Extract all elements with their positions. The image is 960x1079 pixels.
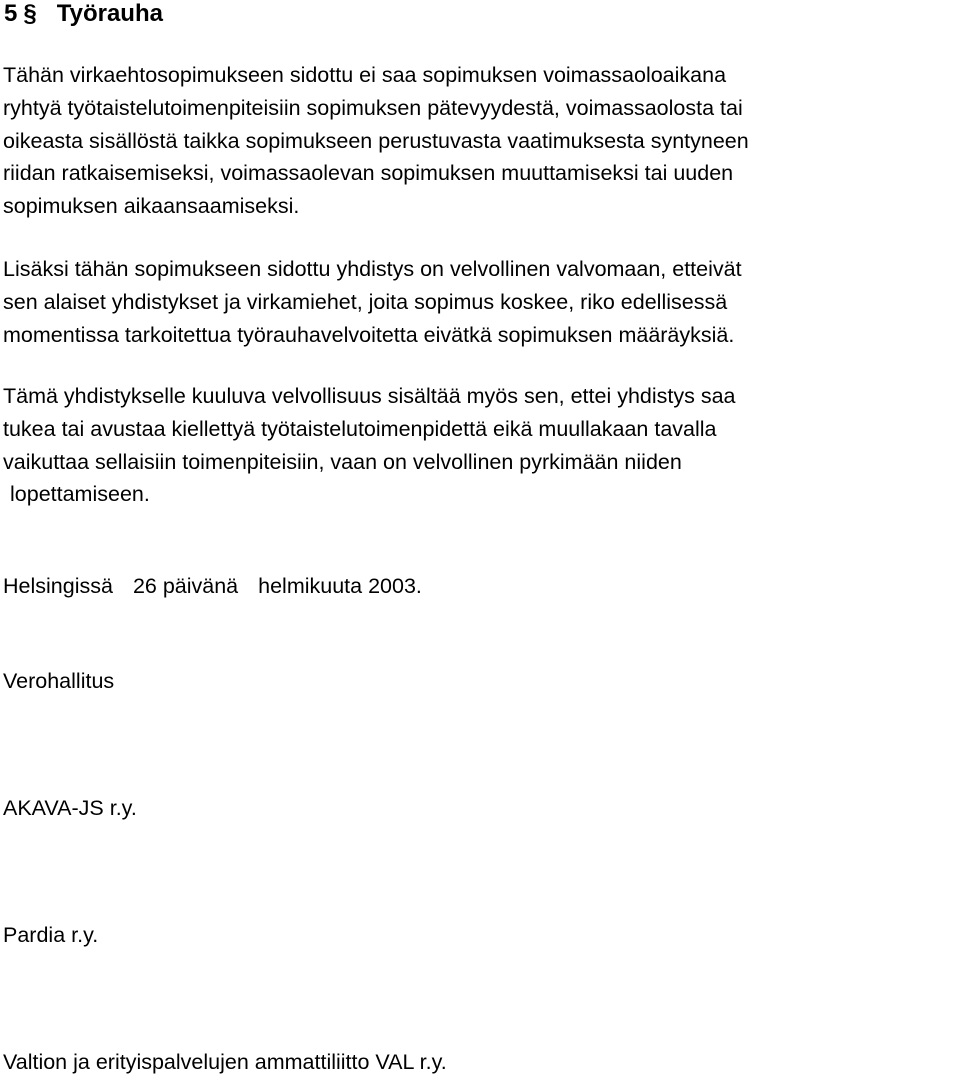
- paragraph-1: [3, 59, 958, 223]
- paragraph-line: ryhtyä työtaistelutoimenpiteisiin sopimuksen pätevyydestä, voimassaolosta tai: [3, 95, 743, 120]
- signatory-val: Valtion ja erityispalvelujen ammattiliitto VAL r.y.: [3, 1050, 447, 1074]
- paragraph-line: tukea tai avustaa kiellettyä työtaistelutoimenpidettä eikä muullakaan tavalla: [3, 416, 717, 441]
- section-heading: [4, 0, 163, 30]
- signatory-verohallitus: Verohallitus: [3, 669, 115, 693]
- signatory-pardia: Pardia r.y.: [3, 923, 99, 947]
- signing-place: Helsingissä: [3, 574, 113, 598]
- paragraph-2: [3, 253, 958, 351]
- paragraph-line: sen alaiset yhdistykset ja virkamiehet, joita sopimus koskee, riko edellisessä: [3, 289, 728, 314]
- paragraph-line: riidan ratkaisemiseksi, voimassaolevan sopimuksen muuttamiseksi tai uuden: [3, 161, 734, 186]
- signatory-akava-js: AKAVA-JS r.y.: [3, 796, 137, 820]
- paragraph-line: Lisäksi tähän sopimukseen sidottu yhdistys on velvollinen valvomaan, etteivät: [3, 257, 742, 281]
- section-title: Työrauha: [56, 0, 163, 27]
- paragraph-line: Tämä yhdistykselle kuuluva velvollisuus sisältää myös sen, ettei yhdistys saa: [3, 384, 736, 408]
- signing-date-line: [3, 571, 422, 601]
- section-number: 5: [4, 0, 18, 27]
- signing-day: 26 päivänä: [132, 574, 239, 598]
- paragraph-3: [3, 380, 958, 511]
- paragraph-line: sopimuksen aikaansaamiseksi.: [3, 194, 300, 219]
- paragraph-line: oikeasta sisällöstä taikka sopimukseen perustuvasta vaatimuksesta syntyneen: [3, 128, 749, 153]
- paragraph-line: Tähän virkaehtosopimukseen sidottu ei saa sopimuksen voimassaoloaikana: [3, 63, 727, 87]
- paragraph-line: vaikuttaa sellaisiin toimenpiteisiin, vaan on velvollinen pyrkimään niiden: [3, 449, 682, 474]
- paragraph-line: lopettamiseen.: [10, 482, 150, 507]
- section-symbol: §: [23, 0, 37, 27]
- paragraph-line: momentissa tarkoitettua työrauhavelvoitetta eivätkä sopimuksen määräyksiä.: [3, 322, 735, 347]
- signing-month-year: helmikuuta 2003.: [258, 574, 422, 598]
